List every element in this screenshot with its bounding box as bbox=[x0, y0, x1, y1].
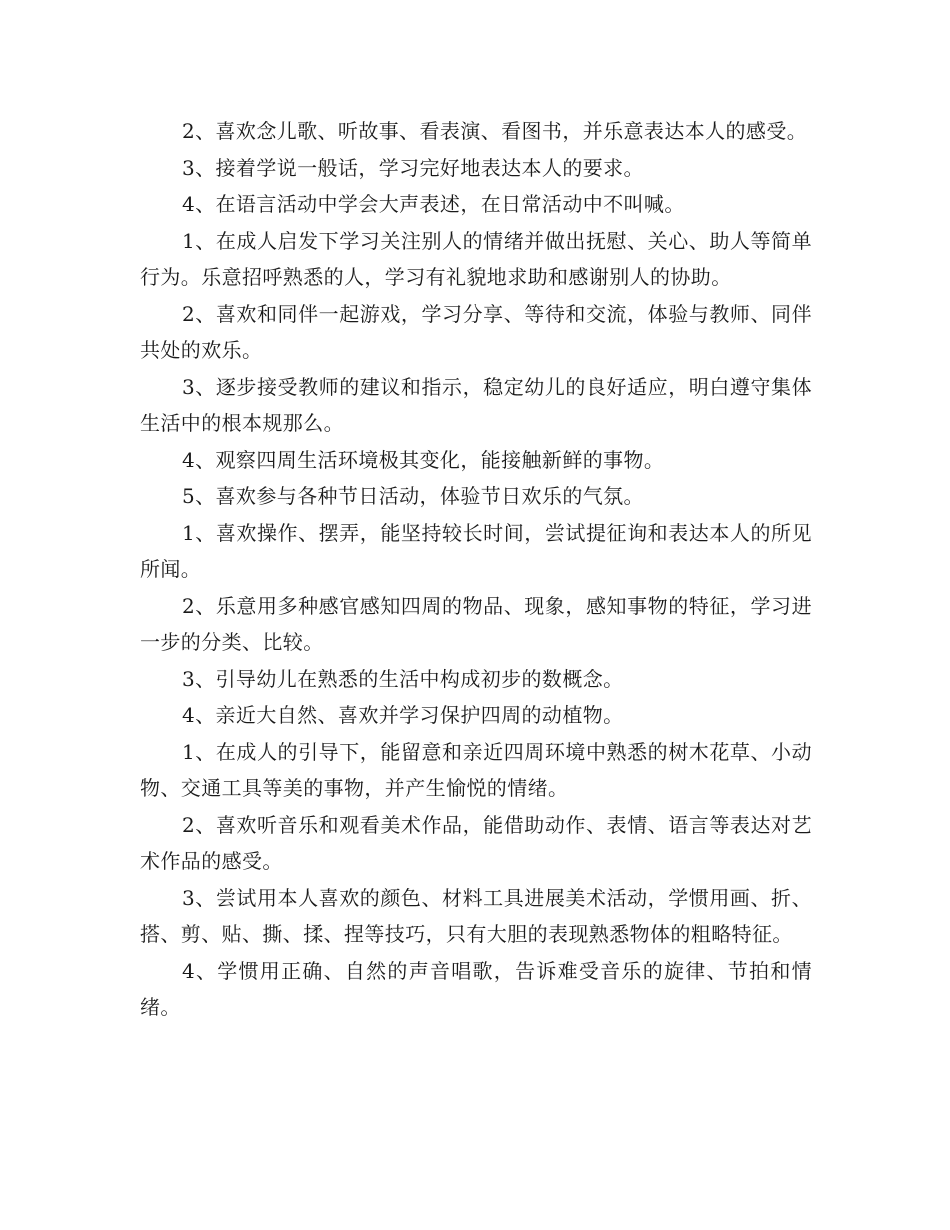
paragraph: 3、尝试用本人喜欢的颜色、材料工具进展美术活动，学惯用画、折、搭、剪、贴、撕、揉、捏等技巧，只有大胆的表现熟悉物体的粗略特征。 bbox=[140, 885, 812, 946]
paragraph: 2、乐意用多种感官感知四周的物品、现象，感知事物的特征，学习进一步的分类、比较。 bbox=[140, 593, 812, 654]
paragraph: 1、在成人的引导下，能留意和亲近四周环境中熟悉的树木花草、小动物、交通工具等美的事物，并产生愉悦的情绪。 bbox=[140, 739, 812, 800]
paragraph: 4、观察四周生活环境极其变化，能接触新鲜的事物。 bbox=[182, 447, 665, 472]
paragraph: 3、逐步接受教师的建议和指示，稳定幼儿的良好适应，明白遵守集体生活中的根本规那么。 bbox=[140, 374, 812, 435]
paragraph: 3、接着学说一般话，学习完好地表达本人的要求。 bbox=[182, 155, 644, 180]
paragraph: 2、喜欢念儿歌、听故事、看表演、看图书，并乐意表达本人的感受。 bbox=[182, 119, 808, 143]
paragraph: 5、喜欢参与各种节日活动，体验节日欢乐的气氛。 bbox=[182, 484, 644, 508]
paragraph: 1、喜欢操作、摆弄，能坚持较长时间，尝试提征询和表达本人的所见所闻。 bbox=[140, 520, 812, 581]
paragraph: 2、喜欢听音乐和观看美术作品，能借助动作、表情、语言等表达对艺术作品的感受。 bbox=[140, 812, 812, 873]
paragraph: 4、在语言活动中学会大声表述，在日常活动中不叫喊。 bbox=[182, 192, 685, 216]
document-body bbox=[140, 113, 812, 1026]
paragraph: 1、在成人启发下学习关注别人的情绪并做出抚慰、关心、助人等简单行为。乐意招呼熟悉的人，学习有礼貌地求助和感谢别人的协助。 bbox=[140, 228, 812, 289]
paragraph: 2、喜欢和同伴一起游戏，学习分享、等待和交流，体验与教师、同伴共处的欢乐。 bbox=[140, 301, 812, 362]
paragraph: 4、亲近大自然、喜欢并学习保护四周的动植物。 bbox=[182, 703, 624, 727]
paragraph: 3、引导幼儿在熟悉的生活中构成初步的数概念。 bbox=[182, 666, 624, 691]
paragraph: 4、学惯用正确、自然的声音唱歌，告诉难受音乐的旋律、节拍和情绪。 bbox=[140, 958, 812, 1019]
